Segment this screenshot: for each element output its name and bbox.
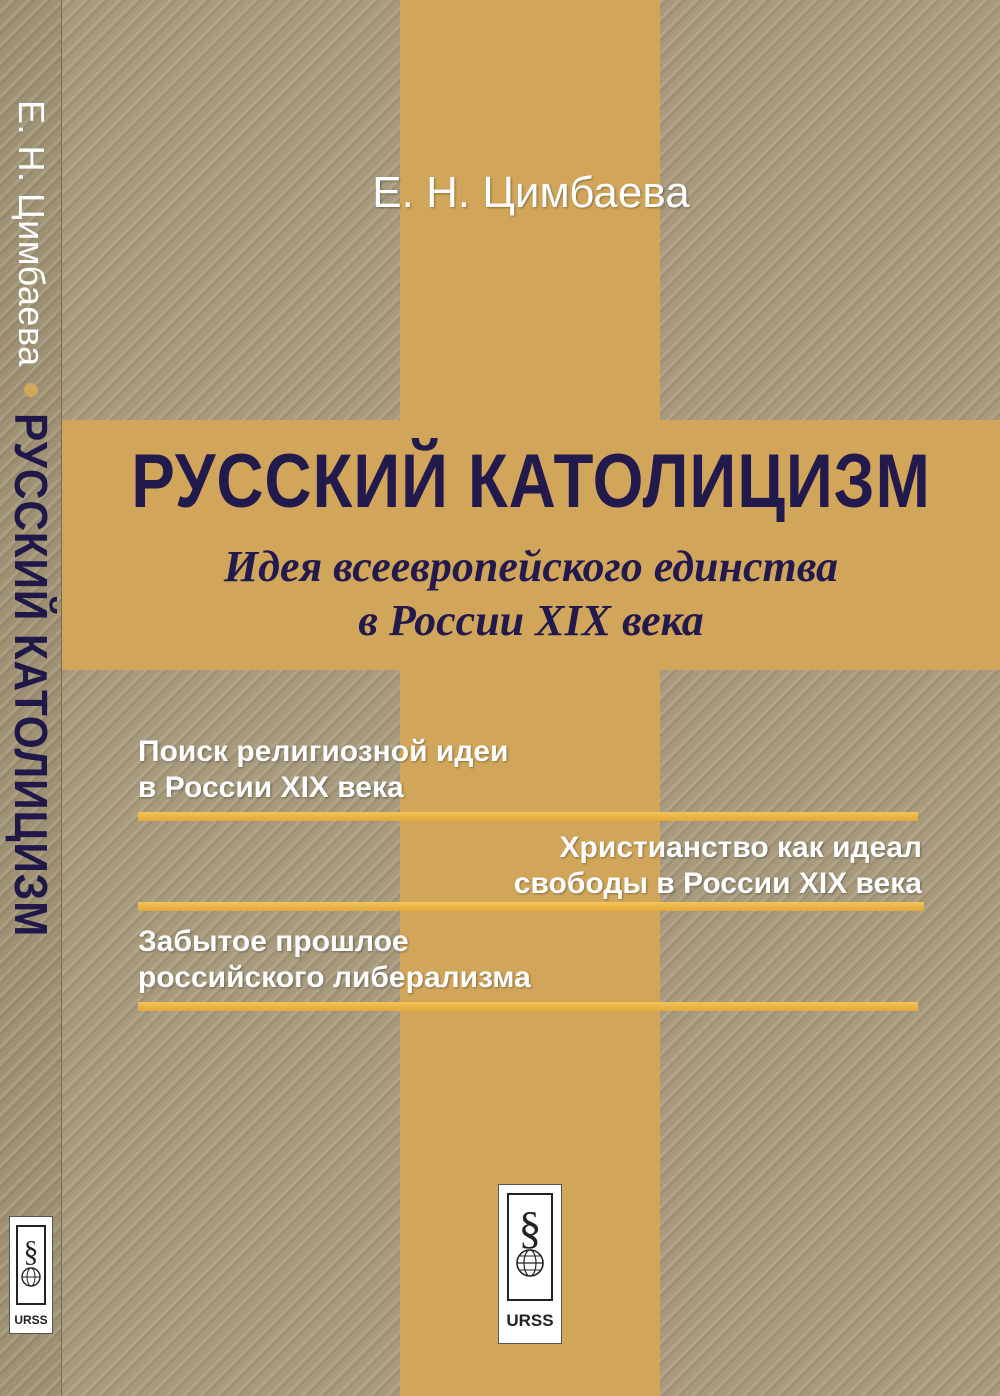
subtitle-line-2: в России XIX века bbox=[358, 596, 704, 645]
topic-2-line-2: свободы в России XIX века bbox=[513, 867, 922, 900]
topic-3 bbox=[138, 924, 531, 996]
spine-text bbox=[0, 100, 62, 1200]
spine-logo-label: URSS bbox=[14, 1313, 48, 1327]
author-name: Е. Н. Цимбаева bbox=[372, 168, 690, 217]
subtitle-line-1: Идея всеевропейского единства bbox=[223, 542, 839, 591]
topic-3-line-1: Забытое прошлое bbox=[138, 925, 409, 958]
book-title: РУССКИЙ КАТОЛИЦИЗМ bbox=[131, 439, 931, 524]
spine-publisher-logo bbox=[9, 1216, 53, 1334]
topic-3-line-2: российского либерализма bbox=[138, 961, 531, 994]
svg-text:§: § bbox=[518, 1202, 542, 1253]
topic-3-underline bbox=[138, 1002, 918, 1011]
topic-2 bbox=[514, 830, 922, 902]
section-sign-globe-icon bbox=[507, 1193, 553, 1301]
spine-title: РУССКИЙ КАТОЛИЦИЗМ bbox=[5, 412, 57, 937]
spine-author: Е. Н. Цимбаева bbox=[11, 100, 52, 367]
book-spine bbox=[0, 0, 62, 1396]
svg-text:§: § bbox=[23, 1235, 39, 1268]
topic-2-underline bbox=[138, 902, 924, 911]
publisher-logo-label: URSS bbox=[506, 1311, 554, 1330]
topic-2-line-1: Христианство как идеал bbox=[559, 831, 922, 864]
publisher-logo bbox=[498, 1184, 562, 1344]
book-subtitle bbox=[62, 540, 1000, 648]
topic-1-line-2: в России XIX века bbox=[138, 771, 404, 804]
spine-separator-dot bbox=[24, 383, 38, 397]
topic-1-underline bbox=[138, 812, 918, 821]
section-sign-globe-icon bbox=[16, 1225, 46, 1305]
topic-1-line-1: Поиск религиозной идеи bbox=[138, 735, 509, 768]
topic-1 bbox=[138, 734, 509, 806]
